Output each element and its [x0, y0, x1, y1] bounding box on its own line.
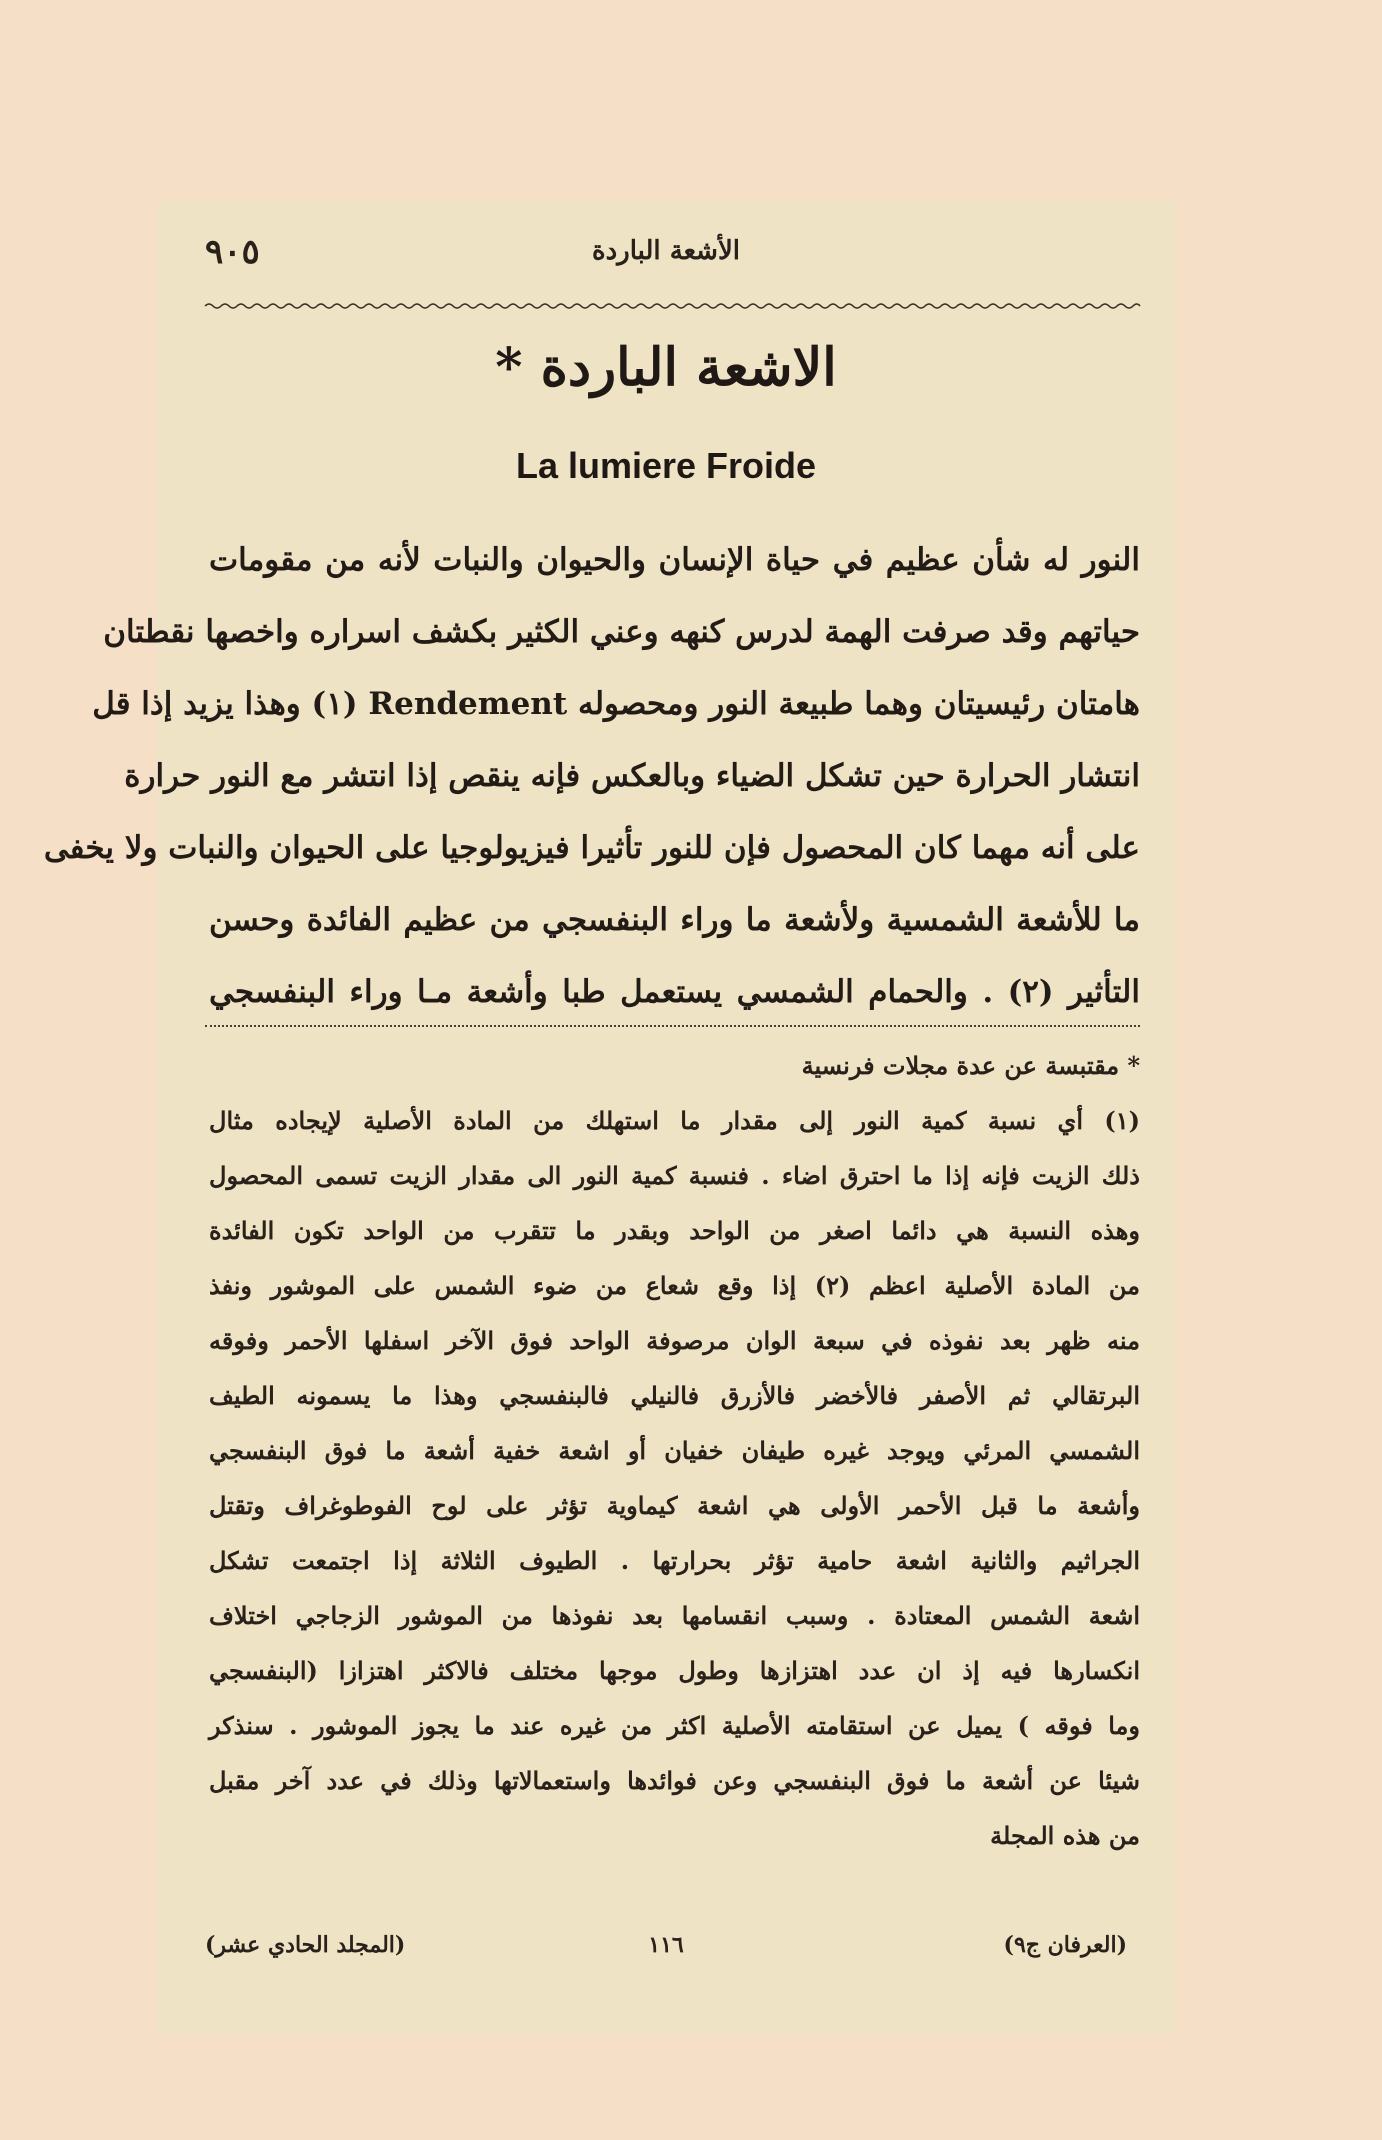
- footnote-line: منه ظهر بعد نفوذه في سبعة الوان مرصوفة الواحد فوق الآخر اسفلها الأحمر وفوقه: [209, 1326, 1140, 1355]
- body-line: ما للأشعة الشمسية ولأشعة ما وراء البنفسجي من عظيم الفائدة وحسن: [209, 902, 1140, 938]
- footnote-line: وما فوقه ) يميل عن استقامته الأصلية اكثر من غيره عند ما يجوز الموشور . سنذكر: [209, 1711, 1140, 1740]
- volume-label: (المجلد الحادي عشر): [205, 1932, 406, 1958]
- sequence-number: ١١٦: [648, 1932, 684, 1958]
- footnote-divider: [205, 1025, 1140, 1027]
- body-line: على أنه مهما كان المحصول فإن للنور تأثيرا فيزيولوجيا على الحيوان والنبات ولا يخفى: [43, 830, 1140, 866]
- footnote-line: من المادة الأصلية اعظم (٢) إذا وقع شعاع من ضوء الشمس على الموشور ونفذ: [209, 1271, 1140, 1300]
- footnote-line: انكسارها فيه إذ ان عدد اهتزازها وطول موجها مختلف فالاكثر اهتزازا (البنفسجي: [209, 1656, 1140, 1685]
- footnotes: [209, 1038, 1140, 1863]
- running-title: الأشعة الباردة: [591, 236, 741, 266]
- article-title-arabic: الاشعة الباردة *: [495, 337, 837, 398]
- footnote-line: وأشعة ما قبل الأحمر الأولى هي اشعة كيماوية تؤثر على لوح الفوطوغراف وتقتل: [209, 1491, 1140, 1520]
- body-line: هامتان رئيسيتان وهما طبيعة النور ومحصوله Rendement (١) وهذا يزيد إذا قل: [92, 686, 1140, 722]
- footnote-line: من هذه المجلة: [990, 1821, 1140, 1850]
- page-header: [205, 232, 1127, 282]
- footnote-line: اشعة الشمس المعتادة . وسبب انقسامها بعد نفوذها من الموشور الزجاجي اختلاف: [209, 1601, 1140, 1630]
- journal-issue: (العرفان ج٩): [1003, 1932, 1127, 1958]
- article-title-french: La lumiere Froide: [515, 445, 817, 486]
- page-number: ٩٠٥: [205, 232, 260, 272]
- footnote-line: وهذه النسبة هي دائما اصغر من الواحد وبقدر ما تتقرب من الواحد تكون الفائدة: [209, 1216, 1140, 1245]
- body-line: انتشار الحرارة حين تشكل الضياء وبالعكس فإنه ينقص إذا انتشر مع النور حرارة: [124, 758, 1140, 794]
- page-footer: [205, 1932, 1127, 1972]
- footnote-line: شيئا عن أشعة ما فوق البنفسجي وعن فوائدها واستعمالاتها وذلك في عدد آخر مقبل: [209, 1766, 1140, 1795]
- document-page: [43, 202, 1175, 2034]
- footnote-source: * مقتبسة عن عدة مجلات فرنسية: [801, 1051, 1140, 1080]
- footnote-line: الجراثيم والثانية اشعة حامية تؤثر بحرارتها . الطيوف الثلاثة إذا اجتمعت تشكل: [209, 1546, 1140, 1575]
- body-line: النور له شأن عظيم في حياة الإنسان والحيوان والنبات لأنه من مقومات: [209, 542, 1140, 578]
- wavy-divider: [205, 302, 1140, 310]
- footnote-line: الشمسي المرئي ويوجد غيره طيفان خفيان أو اشعة خفية أشعة ما فوق البنفسجي: [209, 1436, 1140, 1465]
- footnote-line: (١) أي نسبة كمية النور إلى مقدار ما استهلك من المادة الأصلية لإيجاده مثال: [209, 1106, 1140, 1135]
- article-body: [43, 524, 1140, 1028]
- footnote-line: ذلك الزيت فإنه إذا ما احترق اضاء . فنسبة كمية النور الى مقدار الزيت تسمى المحصول: [209, 1161, 1140, 1190]
- body-line: التأثير (٢) . والحمام الشمسي يستعمل طبا وأشعة مـا وراء البنفسجي: [209, 974, 1140, 1010]
- footnote-line: البرتقالي ثم الأصفر فالأخضر فالأزرق فالنيلي فالبنفسجي وهذا ما يسمونه الطيف: [209, 1381, 1140, 1410]
- body-line: حياتهم وقد صرفت الهمة لدرس كنهه وعني الكثير بكشف اسراره واخصها نقطتان: [103, 614, 1140, 650]
